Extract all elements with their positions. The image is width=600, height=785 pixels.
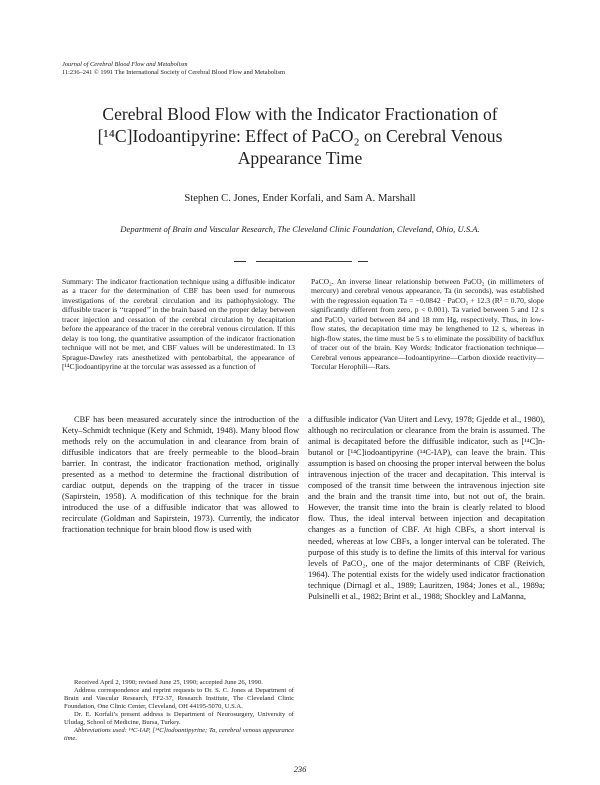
footnotes <box>64 679 294 743</box>
body-right-column <box>308 414 545 602</box>
divider-rule <box>358 261 368 262</box>
divider-rule <box>234 261 246 262</box>
title-line-2: [¹⁴C]Iodoantipyrine: Effect of PaCO₂ on Cerebral Venous <box>97 126 503 146</box>
body-paragraph-right: a diffusible indicator (Van Uitert and Levy, 1978; Gjedde et al., 1980), although no recirculation or clearance from the brain is assumed. The animal is decapitated before the diffusible indicator, such as [¹⁴C]n-butanol or [¹⁴C]iodoantipyrine (¹⁴C-IAP), can leave the brain. This assumption is based on choosing the proper interval between the bolus intravenous injection of the tracer and decapitation. This interval is composed of the transit time between the intravenous injection site and the brain and the transit time into, but not out of, the brain. However, the transit time into the brain is clearly related to blood flow. Thus, the ideal interval between injection and decapitation changes as a function of CBF. At high CBFs, a short interval is needed, whereas at low CBFs, a longer interval can be tolerated. The purpose of this study is to define the limits of this interval for various levels of PaCO₂, one of the major determinants of CBF (Reivich, 1964). The potential exists for the widely used indicator fractionation technique (Dirnagl et al., 1989; Lauritzen, 1984; Jones et al., 1989a; Pulsinelli et al., 1982; Brint et al., 1988; Shockley and LaManna, <box>308 415 545 601</box>
affiliation: Department of Brain and Vascular Research, The Cleveland Clinic Foundation, Cleveland, Ohio, U.S.A. <box>120 224 480 234</box>
journal-header <box>62 61 462 77</box>
page-number: 236 <box>293 765 307 774</box>
footnote-present-address: Dr. E. Korfali’s present address is Department of Neurosurgery, University of Uludag, School of Medicine, Bursa, Turkey. <box>64 711 294 727</box>
abstract-text-left: Summary: The indicator fractionation technique using a diffusible indicator as a tracer for the determination of CBF has been used for numerous investigations of the cerebral circulation and its pathophysiology. The diffusible tracer is ‘‘trapped’’ in the brain based on the proper delay between tracer injection and cessation of the cerebral circulation by decapitation before the appearance of the tracer in the cerebral venous circulation. If this delay is too long, the quantitative assumption of the indicator fractionation technique will not be met, and CBF values will be underestimated. In 13 Sprague-Dawley rats anesthetized with pentobarbital, the appearance of [¹⁴C]iodoantipyrine at the torcular was assessed as a function of <box>62 277 295 372</box>
divider-rule <box>256 261 352 262</box>
journal-name: Journal of Cerebral Blood Flow and Metabolism <box>62 61 188 68</box>
footnote-received: Received April 2, 1990; revised June 25, 1990; accepted June 26, 1990. <box>74 679 263 686</box>
footnote-correspondence: Address correspondence and reprint requests to Dr. S. C. Jones at Department of Brain and Vascular Research, FF2-37, Research Institute, The Cleveland Clinic Foundation, One Clinic Center, Cleveland, OH 44195-5070, U.S.A. <box>64 687 294 711</box>
authors: Stephen C. Jones, Ender Korfali, and Sam A. Marshall <box>184 193 416 204</box>
abstract-text-right: PaCO₂. An inverse linear relationship between PaCO₂ (in millimeters of mercury) and cerebral venous appearance, Ta (in seconds), was established with the regression equation Ta = −0.0842 · PaCO₂ + 12.3 (R² = 0.70, slope significantly different from zero, p < 0.001). Ta varied between 5 and 12 s and PaCO₂ varied between 84 and 18 mm Hg, respectively. Thus, in low-flow states, the decapitation time may be lengthened to 12 s, whereas in high-flow states, the time must be 5 s to eliminate the possibility of backflux of tracer out of the brain. Key Words: Indicator fractionation technique—Cerebral venous appearance—Iodoantipyrine—Carbon dioxide reactivity—Torcular Herophili—Rats. <box>311 277 544 372</box>
body-left-column <box>62 414 299 536</box>
body-paragraph-left: CBF has been measured accurately since the introduction of the Kety–Schmidt technique (Kety and Schmidt, 1948). Many blood flow methods rely on the accumulation in and clearance from brain of diffusible indicators that are freely permeable to the blood–brain barrier. In contrast, the indicator fractionation method, originally presented as a method to determine the fractional distribution of cardiac output, depends on the trapping of the tracer in tissue (Sapirstein, 1958). A modification of this technique for the brain introduced the use of a diffusible indicator that was allowed to recirculate (Goldman and Sapirstein, 1973). Currently, the indicator fractionation technique for brain blood flow is used with <box>62 415 299 535</box>
abstract-left-column <box>62 277 295 372</box>
journal-info: 11:236–241 © 1991 The International Society of Cerebral Blood Flow and Metabolism <box>62 69 285 76</box>
title-line-1: Cerebral Blood Flow with the Indicator Fractionation of <box>102 104 498 124</box>
paper-title <box>40 103 560 169</box>
abstract-right-column <box>311 277 544 372</box>
title-line-3: Appearance Time <box>237 148 363 168</box>
footnote-abbreviations: Abbreviations used: ¹⁴C-IAP, [¹⁴C]iodoantipyrine; Ta, cerebral venous appearance time. <box>64 727 294 743</box>
